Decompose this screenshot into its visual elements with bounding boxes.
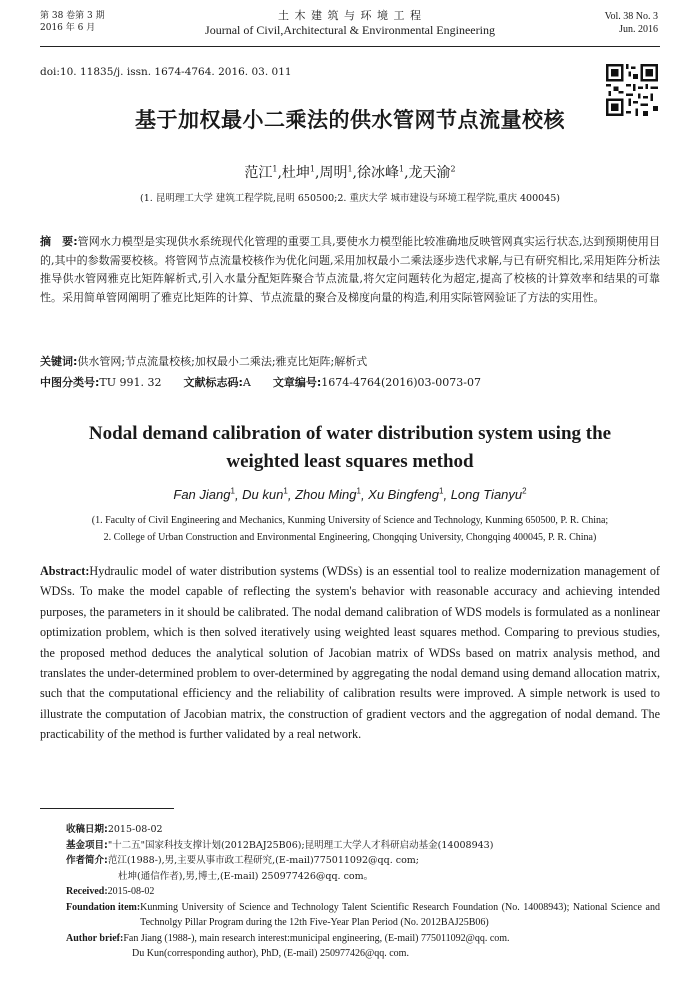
footnotes — [66, 822, 660, 962]
abstract-label-cn: 摘 要: — [40, 235, 78, 248]
doc-code-label: 文献标志码: — [183, 376, 243, 389]
abstract-cn — [40, 233, 660, 307]
footnote-label: 基金项目: — [66, 839, 108, 851]
footnote-rule — [40, 808, 174, 809]
footnote-author-en — [66, 931, 660, 947]
author-list-en: Fan Jiang$^1$, Du kun$^1$, Zhou Ming$^1$, Xu Bingfeng$^1$, Long Tianyu$^2$ — [173, 487, 527, 503]
abstract-en — [40, 561, 660, 745]
footnote-received-en — [66, 884, 660, 900]
journal-title-en: Journal of Civil,Architectural & Environmental Engineering — [205, 23, 495, 37]
abstract-text-cn: 管网水力模型是实现供水系统现代化管理的重要工具,要使水力模型能比较准确地反映管网真实运行状态,达到预期使用目的,其中的参数需要校核。将管网节点流量校核作为优化问题,采用加权最小二乘法逐步迭代求解,与已有研究相比,采用矩阵分析法推导供水管网雅克比矩阵解析式,引入水量分配矩阵聚合节点流量,将欠定问题转化为超定,提高了校核的计算效率和结果的可靠性。采用简单管网阐明了雅克比矩阵的计算、节点流量的聚合及梯度向量的构造,利用实际管网验证了方法的实用性。 — [40, 235, 660, 304]
author-en: Xu Bingfeng$^1$ — [368, 487, 444, 503]
author-cn: 杜坤$^1$ — [281, 164, 315, 181]
affiliation-en-line: (1. Faculty of Civil Engineering and Mechanics, Kunming University of Science and Technology, Kunming 650500, P. R. China; — [91, 515, 609, 526]
footnote-value: Fan Jiang (1988-), main research interest:municipal engineering, (E-mail) 775011092@qq. com. — [123, 932, 510, 944]
footnote-value: Kunming University of Science and Technology Talent Scientific Research Foundation (No. 14008943); National Science and Technolgy Pillar Program during the 12th Five-Year Plan Period (No. 2012BAJ25B06) — [140, 901, 660, 928]
author-en: Zhou Ming$^1$ — [295, 487, 361, 503]
keywords-text: 供水管网;节点流量校核;加权最小二乘法;雅克比矩阵;解析式 — [77, 355, 368, 368]
clc-label: 中图分类号: — [40, 376, 100, 389]
article-no-value: 1674-4764(2016)03-0073-07 — [321, 376, 481, 389]
author-cn: 徐冰峰$^1$ — [357, 164, 405, 181]
author-list-cn: 范江$^1$,杜坤$^1$,周明$^1$,徐冰峰$^1$,龙天渝$^2$ — [244, 164, 456, 181]
abstract-text-en: Hydraulic model of water distribution systems (WDSs) is an essential tool to realize modernization management of WDSs. To make the model capable of reflecting the system's behavior with reasonable accuracy and achieving intended purposes, the parameters in it should be calibrated. The nodal demand calibration of WDS models is formulated as a nonlinear optimization problem, which is then solved iteratively using weighted least squares method. Comparing to previous studies, the proposed method deduces the analytical solution of Jacobian matrix of WDSs based on matrix analysis method, and translates the under-determined problem to over-determined by aggregating the nodal demand using demand allocation matrix, such that the computational efficiency and the reliability of calibration results were improved. A simple network is used to illustrate the computation of Jacobian matrix, the construction of gradient vectors and the aggregation of nodal demand. The practicability of the method is further validated by a real network. — [40, 564, 660, 742]
doi: doi:10. 11835/j. issn. 1674-4764. 2016. 03. 011 — [40, 66, 292, 78]
article-title-en — [0, 420, 700, 476]
footnote-label: 收稿日期: — [66, 824, 108, 835]
footnote-author-en-cont: Du Kun(corresponding author), PhD, (E-mail) 250977426@qq. com. — [132, 948, 409, 959]
footnote-value: 2015-08-02 — [107, 824, 163, 835]
footnote-fund-en — [66, 900, 660, 931]
clc-value: TU 991. 32 — [99, 376, 162, 389]
volume-issue-en: Vol. 38 No. 3 — [604, 11, 658, 22]
footnote-value: "十二五"国家科技支撑计划(2012BAJ25B06);昆明理工大学人才科研启动基金(14008943) — [107, 839, 494, 851]
doc-code-value: A — [242, 376, 251, 389]
volume-issue-cn: 第 38 卷第 3 期 — [40, 11, 105, 21]
abstract-label-en: Abstract: — [40, 564, 90, 578]
author-cn: 龙天渝$^2$ — [408, 164, 456, 181]
footnote-label: Author brief: — [66, 932, 124, 944]
title-en-line: weighted least squares method — [226, 451, 474, 472]
author-en: Long Tianyu$^2$ — [450, 487, 527, 503]
author-cn: 范江$^1$ — [244, 164, 278, 181]
article-no-label: 文章编号: — [272, 376, 322, 389]
affiliation-en — [40, 512, 660, 546]
footnote-fund-cn — [66, 838, 660, 854]
footnote-value: 范江(1988-),男,主要从事市政工程研究,(E-mail)775011092@qq. com; — [107, 855, 420, 866]
footnote-label: Foundation item: — [66, 901, 141, 913]
footnote-received-cn — [66, 822, 660, 838]
author-en: Du kun$^1$ — [242, 487, 288, 503]
header-rule — [40, 46, 660, 47]
running-header-right — [558, 10, 658, 36]
affiliation-en-line: 2. College of Urban Construction and Environmental Engineering, Chongqing University, Chongqing 400045, P. R. China) — [103, 532, 597, 543]
keywords-label: 关键词: — [40, 355, 78, 368]
classification-line — [40, 374, 660, 392]
title-en-line: Nodal demand calibration of water distribution system using the — [88, 423, 612, 444]
footnote-author-cn — [66, 853, 660, 869]
journal-title-cn: 土 木 建 筑 与 环 境 工 程 — [278, 9, 422, 22]
footnote-label: 作者简介: — [66, 855, 108, 866]
keywords-cn — [40, 353, 660, 371]
author-cn: 周明$^1$ — [319, 164, 353, 181]
date-cn: 2016 年 6 月 — [40, 23, 96, 33]
footnote-author-cn-cont: 杜坤(通信作者),男,博士,(E-mail) 250977426@qq. com。 — [118, 870, 374, 882]
affiliation-cn: (1. 昆明理工大学 建筑工程学院,昆明 650500;2. 重庆大学 城市建设与环境工程学院,重庆 400045) — [140, 193, 560, 204]
date-en: Jun. 2016 — [619, 24, 658, 35]
footnote-value: 2015-08-02 — [107, 886, 155, 897]
footnote-label: Received: — [66, 886, 108, 897]
author-en: Fan Jiang$^1$ — [173, 487, 235, 503]
article-title-cn: 基于加权最小二乘法的供水管网节点流量校核 — [135, 108, 565, 132]
